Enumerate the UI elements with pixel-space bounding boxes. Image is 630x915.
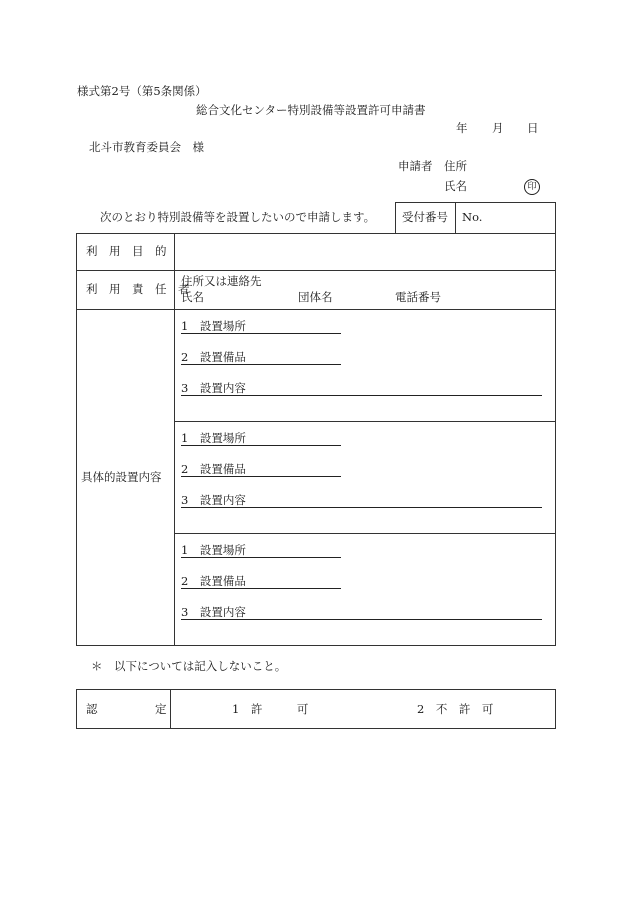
contact-address-label: 住所又は連絡先 xyxy=(181,274,262,288)
detail-location: 1 設置場所 xyxy=(181,431,246,445)
permit-option: 1 許 可 xyxy=(232,702,309,716)
detail-location: 1 設置場所 xyxy=(181,543,246,557)
seal-mark: 印 xyxy=(524,179,540,195)
form-number: 様式第2号（第5条関係） xyxy=(77,84,207,98)
detail-equipment: 2 設置備品 xyxy=(181,350,246,364)
detail-equipment: 2 設置備品 xyxy=(181,574,246,588)
detail-content: 3 設置内容 xyxy=(181,381,246,395)
form-title: 総合文化センター特別設備等設置許可申請書 xyxy=(196,103,426,117)
details-label: 具体的設置内容 xyxy=(81,470,162,484)
detail-content: 3 設置内容 xyxy=(181,493,246,507)
date-day: 日 xyxy=(527,121,539,135)
responsible-person-label: 利 用 責 任 者 xyxy=(86,282,190,296)
receipt-number: No. xyxy=(462,210,483,224)
detail-location: 1 設置場所 xyxy=(181,319,246,333)
addressee: 北斗市教育委員会 様 xyxy=(89,140,204,154)
phone-number-label: 電話番号 xyxy=(395,290,441,304)
date-year: 年 xyxy=(456,121,468,135)
applicant-label: 申請者 xyxy=(398,159,433,173)
approval-label: 認 定 xyxy=(86,702,167,716)
date-month: 月 xyxy=(492,121,504,135)
detail-content: 3 設置内容 xyxy=(181,605,246,619)
office-use-note: ＊ 以下については記入しないこと。 xyxy=(91,659,287,673)
group-name-label: 団体名 xyxy=(298,290,333,304)
detail-equipment: 2 設置備品 xyxy=(181,462,246,476)
deny-option: 2 不 許 可 xyxy=(417,702,494,716)
receipt-label: 受付番号 xyxy=(402,210,448,224)
application-statement: 次のとおり特別設備等を設置したいので申請します。 xyxy=(100,210,376,224)
name-label: 氏名 xyxy=(444,179,467,193)
person-name-label: 氏名 xyxy=(181,290,204,304)
purpose-label: 利 用 目 的 xyxy=(86,244,167,258)
address-label: 住所 xyxy=(444,159,467,173)
